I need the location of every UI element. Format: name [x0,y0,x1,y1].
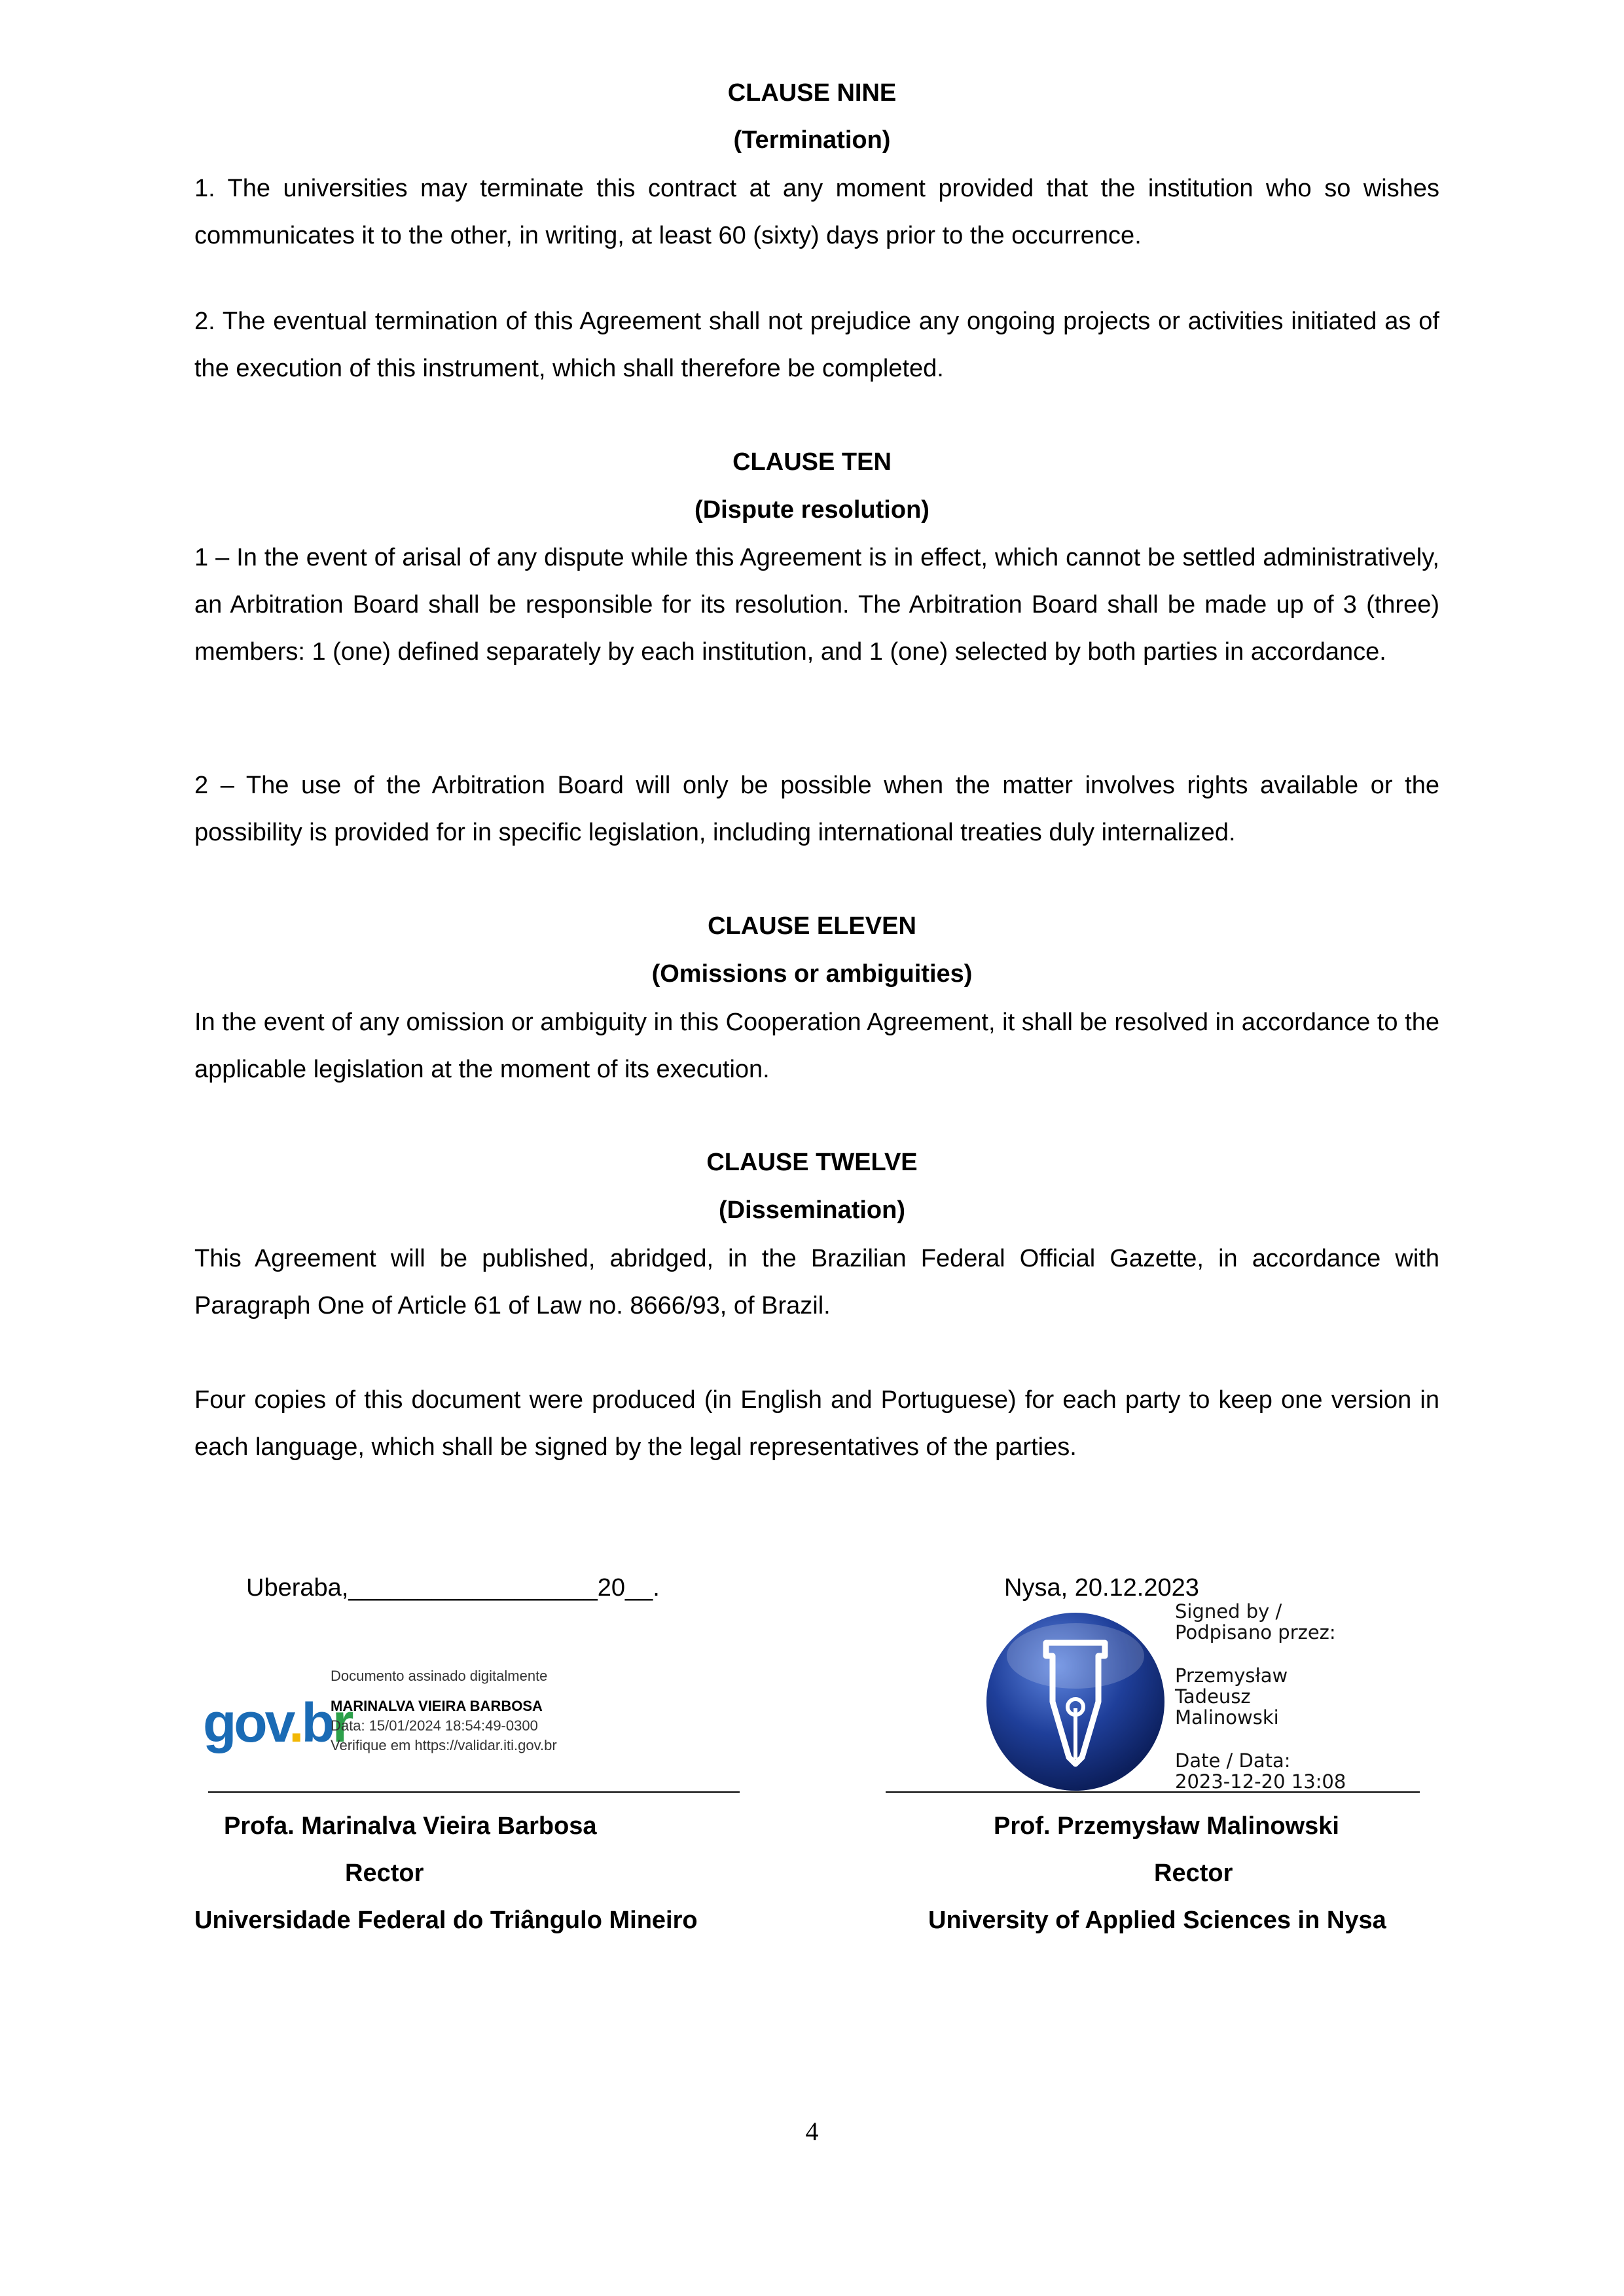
esig-date-label: Date / Data: [1175,1749,1291,1772]
clause-nine-paragraph-1: 1. The universities may terminate this contract at any moment provided that the institution who so wishes communicates it to the other, in writing, at least 60 (sixty) days prior to the occurrence. [194,175,1439,249]
clause-eleven-heading: CLAUSE ELEVEN [708,912,916,940]
govbr-logo: gov.br [203,1692,352,1753]
left-signature-line [208,1791,740,1793]
govbr-stamp-date: Data: 15/01/2024 18:54:49-0300 [331,1717,538,1734]
govbr-stamp-line-1: Documento assinado digitalmente [331,1668,548,1684]
clause-nine-heading: CLAUSE NINE [727,79,897,107]
left-signatory-title: Rector [345,1859,424,1887]
clause-ten-paragraph-2: 2 – The use of the Arbitration Board will only be possible when the matter involves rights available or the possibility is provided for in specific legislation, including international treaties duly internalized. [194,772,1439,846]
right-signatory-name: Prof. Przemysław Malinowski [994,1812,1339,1840]
fountain-pen-nib-seal-icon [984,1610,1167,1793]
govbr-stamp-signer: MARINALVA VIEIRA BARBOSA [331,1698,543,1714]
clause-twelve-subheading: (Dissemination) [718,1196,906,1224]
left-signatory-institution: Universidade Federal do Triângulo Mineiro [194,1907,698,1934]
esig-podpisano: Podpisano przez: [1175,1621,1336,1643]
clause-twelve-heading: CLAUSE TWELVE [706,1149,918,1176]
esig-date-value: 2023-12-20 13:08 [1175,1770,1346,1793]
clause-ten-heading: CLAUSE TEN [732,448,892,476]
clause-nine-subheading: (Termination) [733,126,891,154]
clause-ten-paragraph-1: 1 – In the event of arisal of any dispute while this Agreement is in effect, which cannot be settled administratively, an Arbitration Board shall be responsible for its resolution. The Arbitration Board shall be made up of 3 (three) members: 1 (one) defined separately by each institution, and 1 (one) selected by both parties in accordance. [194,544,1439,666]
right-signatory-title: Rector [1154,1859,1233,1887]
govbr-stamp-verify: Verifique em https://validar.iti.gov.br [331,1737,557,1753]
clause-eleven-paragraph-1: In the event of any omission or ambiguity in this Cooperation Agreement, it shall be resolved in accordance to the applicable legislation at the moment of its execution. [194,1009,1439,1083]
clause-eleven-subheading: (Omissions or ambiguities) [651,960,973,988]
right-signature-line [886,1791,1420,1793]
left-signatory-name: Profa. Marinalva Vieira Barbosa [224,1812,597,1840]
esig-name-last: Malinowski [1175,1706,1279,1729]
clause-ten-subheading: (Dispute resolution) [695,496,929,524]
esig-name-first: Przemysław [1175,1664,1288,1687]
clause-twelve-paragraph-2: Four copies of this document were produced (in English and Portuguese) for each party to keep one version in each language, which shall be signed by the legal representatives of the parties. [194,1386,1439,1461]
clause-nine-paragraph-2: 2. The eventual termination of this Agreement shall not prejudice any ongoing projects or activities initiated as of the execution of this instrument, which shall therefore be completed. [194,308,1439,382]
esig-signed-by: Signed by / [1175,1600,1282,1623]
clause-twelve-paragraph-1: This Agreement will be published, abridged, in the Brazilian Federal Official Gazette, in accordance with Paragraph One of Article 61 of Law no. 8666/93, of Brazil. [194,1245,1439,1319]
page-number: 4 [805,2117,819,2146]
left-place-date: Uberaba,__________________20__. [246,1574,660,1602]
right-signatory-institution: University of Applied Sciences in Nysa [928,1907,1386,1934]
right-place-date: Nysa, 20.12.2023 [1004,1574,1199,1602]
esig-name-middle: Tadeusz [1175,1685,1251,1708]
